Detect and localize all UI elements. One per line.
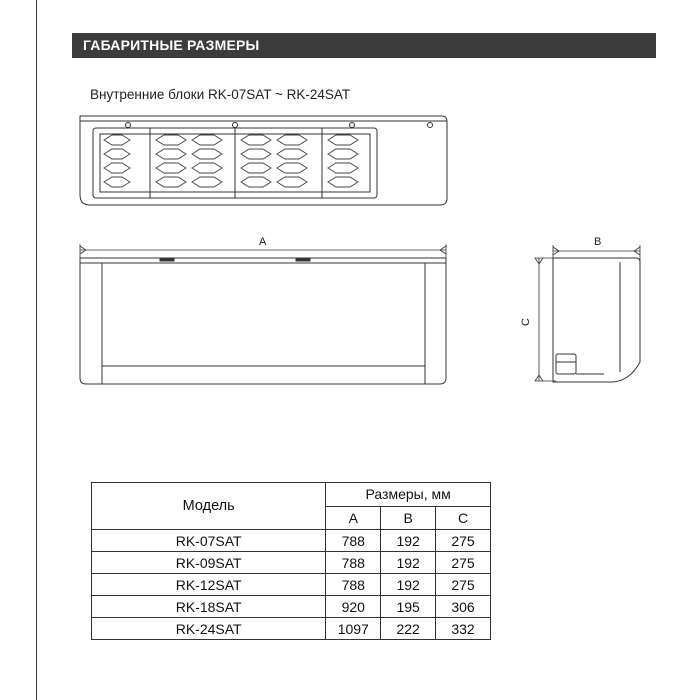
a-cell: 920 [326, 596, 381, 618]
a-cell: 1097 [326, 618, 381, 640]
subtitle: Внутренние блоки RK-07SAT ~ RK-24SAT [90, 87, 351, 102]
b-cell: 195 [381, 596, 436, 618]
model-cell: RK-24SAT [92, 618, 326, 640]
model-cell: RK-07SAT [92, 530, 326, 552]
c-cell: 332 [436, 618, 491, 640]
c-cell: 275 [436, 574, 491, 596]
table-header-row [92, 483, 491, 507]
c-cell: 275 [436, 552, 491, 574]
section-title: ГАБАРИТНЫЕ РАЗМЕРЫ [83, 37, 260, 53]
a-cell: 788 [326, 530, 381, 552]
c-cell: 306 [436, 596, 491, 618]
table-row [92, 618, 491, 640]
table-row [92, 574, 491, 596]
dimensions-table [91, 482, 491, 640]
b-cell: 192 [381, 552, 436, 574]
b-cell: 192 [381, 574, 436, 596]
column-b-header: B [381, 506, 436, 530]
model-column-header: Модель [92, 483, 326, 530]
a-cell: 788 [326, 552, 381, 574]
size-column-header: Размеры, мм [326, 483, 491, 507]
a-cell: 788 [326, 574, 381, 596]
column-a-header: A [326, 506, 381, 530]
side-view-drawing [535, 245, 640, 382]
rear-view-drawing [80, 116, 447, 205]
table-row [92, 596, 491, 618]
table-row [92, 552, 491, 574]
table-row [92, 530, 491, 552]
front-view-drawing [80, 244, 446, 384]
column-c-header: C [436, 506, 491, 530]
dimension-c-label: C [519, 318, 532, 326]
b-cell: 222 [381, 618, 436, 640]
c-cell: 275 [436, 530, 491, 552]
model-cell: RK-12SAT [92, 574, 326, 596]
b-cell: 192 [381, 530, 436, 552]
dimension-a-label: A [259, 236, 267, 248]
model-cell: RK-09SAT [92, 552, 326, 574]
dimension-b-label: B [594, 236, 602, 248]
model-cell: RK-18SAT [92, 596, 326, 618]
